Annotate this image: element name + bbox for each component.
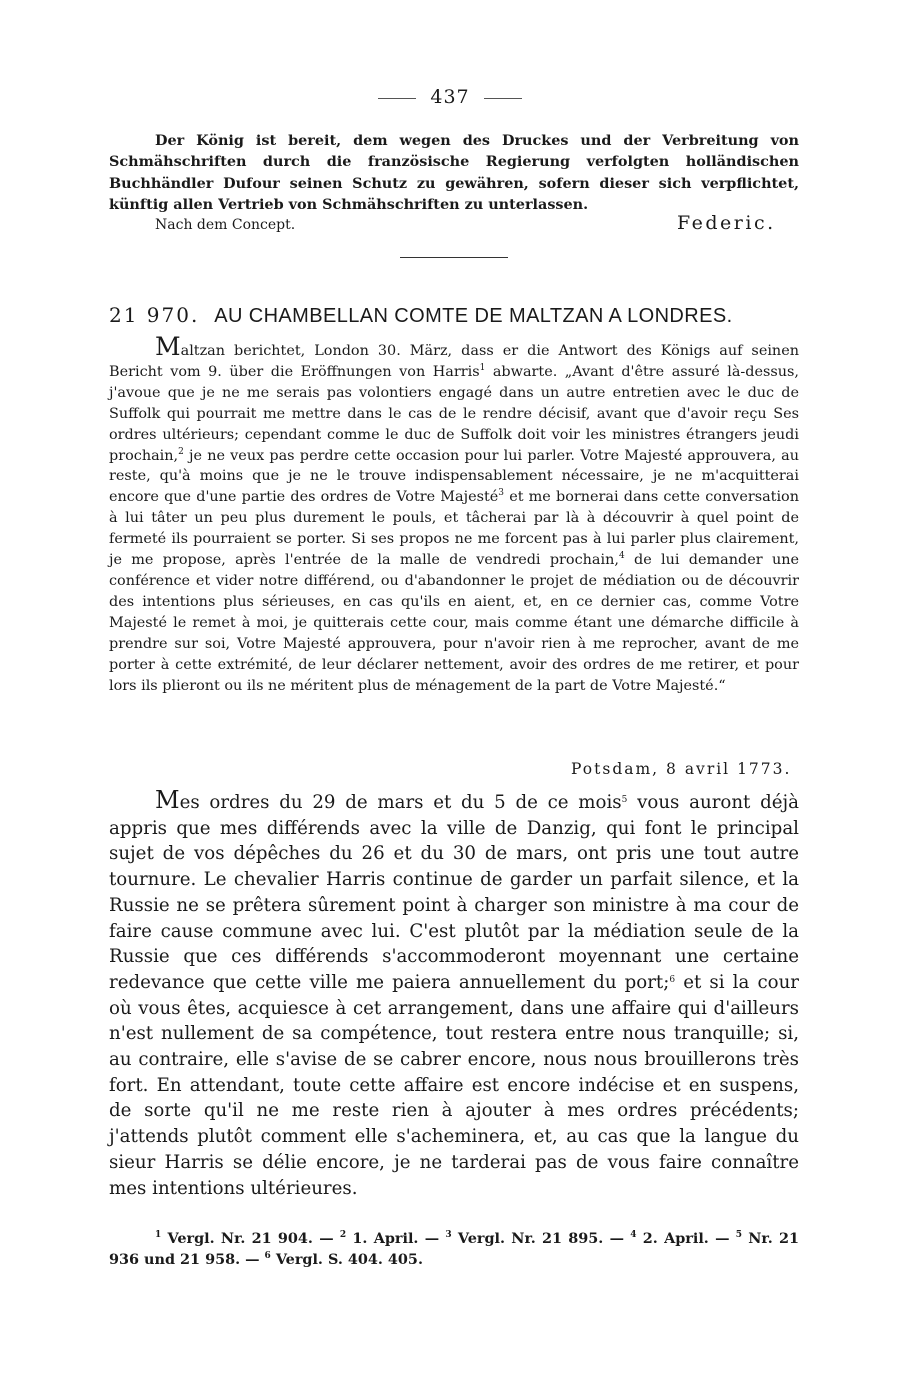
- footnote-marker: 1: [155, 1230, 162, 1240]
- section-divider: [400, 257, 508, 258]
- footnote-line: [109, 1228, 799, 1270]
- letter-body: [109, 788, 799, 1201]
- report-initial: M: [155, 332, 181, 361]
- report-text: je ne veux pas perdre cette occasion pour lui parler. Votre Majesté approuvera, au reste, qu'à moins que je ne le trouve indispensablement nécessaire, je ne m'acquitterai encore que d'une partie des ordres de Votre Majesté: [109, 447, 799, 506]
- footnote-marker: 6: [264, 1251, 271, 1261]
- footnote-marker: 2: [339, 1230, 347, 1240]
- report-text: altzan berichtet, London 30. März, dass er die Antwort des Königs auf seinen Bericht vom 9. über die Eröffnungen von Harris: [109, 343, 799, 380]
- report-summary: [109, 332, 799, 696]
- footnotes: [109, 1228, 799, 1270]
- footnote-marker: 3: [498, 488, 505, 499]
- page-number-text: 437: [430, 86, 470, 108]
- document-number: 21 970.: [109, 303, 200, 327]
- letter-initial: M: [155, 786, 180, 814]
- page-number: [0, 86, 900, 108]
- letter-paragraph: [109, 788, 799, 1201]
- letter-text: es ordres du 29 de mars et du 5 de ce mois: [179, 792, 622, 813]
- footnote-text: Vergl. S. 404. 405.: [270, 1251, 423, 1268]
- footnote-text: Vergl. Nr. 21 904. —: [161, 1230, 340, 1247]
- document-title: AU CHAMBELLAN COMTE DE MALTZAN A LONDRES.: [214, 305, 733, 327]
- report-text: et me bornerai dans cette conversation à lui tâter un peu plus durement le pouls, et tâcherai par là à découvrir à quel point de fermeté ils pourraient se porter. Si ses propos ne me forcent pas à lui parler plus clairement, je me propose, après l'entrée de la malle de vendredi prochain,: [109, 489, 799, 569]
- footnote-marker: 4: [630, 1230, 637, 1240]
- page-number-dash-right: [484, 98, 522, 99]
- letter-text: vous auront déjà appris que mes différends avec la ville de Danzig, qui font le principal sujet de vos dépêches du 26 et du 30 de mars, ont pris une tout autre tournure. Le chevalier Harris continue de garder un parfait silence, et la Russie ne se prêtera sûrement point à charger son ministre à ma cour de faire cause commune avec lui. C'est plutôt par la médiation seule de la Russie que ces différends s'accommoderont moyennant une certaine redevance que cette ville me paiera annuellement du port;: [109, 792, 799, 993]
- footnote-text: Vergl. Nr. 21 895. —: [451, 1230, 631, 1247]
- report-text: abwarte. „Avant d'être assuré là-dessus, j'avoue que je ne me serais pas volontiers engagé dans un autre entretien avec le duc de Suffolk qui pourrait me mettre dans le cas de le rendre décisif, avant que d'avoir reçu Ses ordres ultérieurs; cependant comme le duc de Suffolk doit voir les ministres étrangers jeudi prochain,: [109, 363, 799, 464]
- footnote-marker: 2: [178, 446, 184, 457]
- footnote-marker: 5: [735, 1230, 743, 1240]
- summary-paragraph: Der König ist bereit, dem wegen des Druckes und der Verbreitung von Schmähschriften durch die französische Regierung verfolgten holländischen Buchhändler Dufour seinen Schutz zu gewähren, sofern dieser sich verpflichtet, künftig allen Vertrieb von Schmähschriften zu unterlassen.: [109, 132, 799, 213]
- footnote-text: Nr. 21 936 und 21 958. —: [109, 1230, 799, 1268]
- source-note: Nach dem Concept.: [155, 217, 296, 233]
- place-date: Potsdam, 8 avril 1773.: [571, 760, 792, 778]
- footnote-marker: 3: [445, 1230, 452, 1240]
- footnote-marker: 5: [621, 795, 628, 805]
- footnote-text: 2. April. —: [636, 1230, 736, 1247]
- footnote-marker: 1: [479, 362, 486, 373]
- report-paragraph: [109, 332, 799, 696]
- signature: Federic.: [677, 212, 776, 234]
- royal-resolution-summary: [109, 130, 799, 215]
- footnote-text: 1. April. —: [346, 1230, 446, 1247]
- footnote-marker: 4: [618, 551, 625, 562]
- footnote-marker: 6: [669, 974, 676, 985]
- report-text: de lui demander une conférence et vider notre différend, ou d'abandonner le projet de médiation ou de découvrir des intentions plus sérieuses, en cas qu'ils en aient, et, en ce dernier cas, comme Votre Majesté le remet à moi, je quitterais cette cour, mais comme étant une démarche difficile à prendre sur soi, Votre Majesté approuvera, pour n'avoir rien à me reprocher, avant de me porter à cette extrémité, de leur déclarer nettement, avoir des ordres de me retirer, et pour lors ils plieront ou ils ne méritent plus de ménagement de la part de Votre Majesté.“: [109, 552, 799, 694]
- document-heading: [109, 303, 799, 328]
- page-number-dash-left: [378, 98, 416, 99]
- letter-text: et si la cour où vous êtes, acquiesce à cet arrangement, dans une affaire qui d'ailleurs n'est nullement de sa compétence, tout restera entre nous tranquille; si, au contraire, elle s'avise de se cabrer encore, nous nous brouillerons très fort. En attendant, toute cette affaire est encore indécise et en suspens, de sorte qu'il ne me reste rien à ajouter à mes ordres précédents; j'attends plutôt comment elle s'acheminera, et, au cas que la langue du sieur Harris se délie encore, je ne tarderai pas de vous faire connaître mes intentions ultérieures.: [109, 971, 799, 1199]
